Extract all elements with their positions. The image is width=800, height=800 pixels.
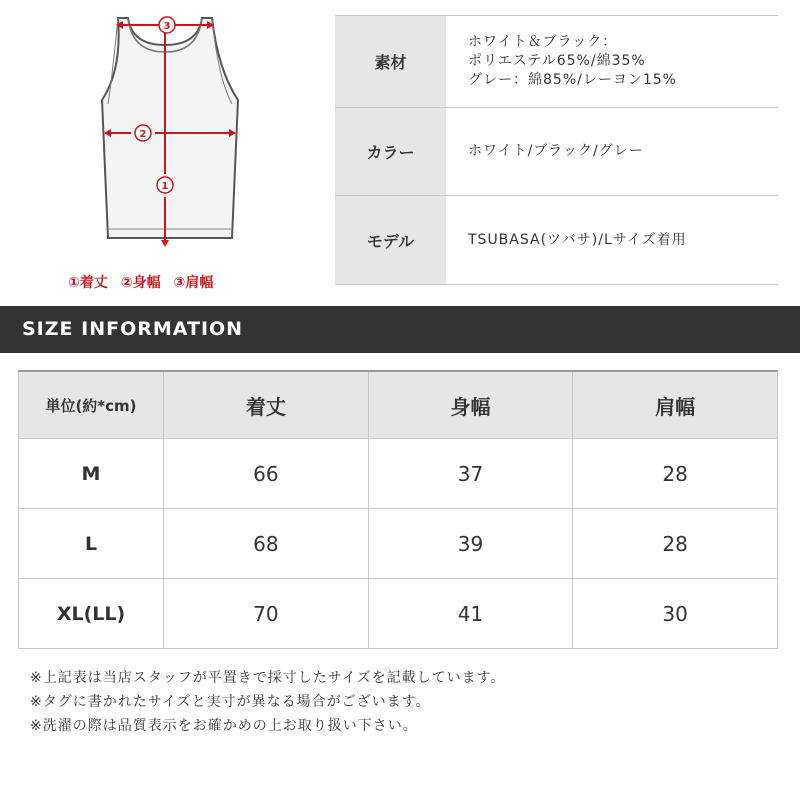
size-label: XL(LL): [19, 579, 164, 649]
spec-line: ポリエステル65%/綿35%: [468, 53, 646, 69]
marker-3: 3: [163, 21, 171, 32]
legend-length: ①着丈: [68, 275, 108, 291]
marker-2: 2: [139, 129, 147, 140]
diagram-legend: [68, 272, 221, 292]
note-line: ※タグに書かれたサイズと実寸が異なる場合がございます。: [30, 694, 431, 710]
cell-length: 68: [164, 509, 369, 579]
spec-label: モデル: [335, 196, 446, 285]
header-body-width: 身幅: [368, 371, 573, 439]
spec-table: [335, 15, 778, 285]
cell-shoulder-width: 28: [573, 509, 778, 579]
size-table: [18, 370, 778, 649]
spec-row-material: [335, 16, 778, 108]
notes: [30, 666, 506, 738]
note-line: ※洗濯の際は品質表示をお確かめの上お取り扱い下さい。: [30, 718, 418, 734]
note-line: ※上記表は当店スタッフが平置きで採寸したサイズを記載しています。: [30, 670, 506, 686]
table-row: [19, 579, 778, 649]
spec-row-color: [335, 108, 778, 196]
header-length: 着丈: [164, 371, 369, 439]
header-unit: 単位(約*cm): [19, 371, 164, 439]
spec-line: ホワイト＆ブラック：: [468, 34, 618, 50]
tank-top-illustration: [60, 0, 290, 270]
cell-length: 70: [164, 579, 369, 649]
section-title: SIZE INFORMATION: [22, 318, 244, 340]
spec-value: [446, 196, 778, 285]
table-row: [19, 509, 778, 579]
spec-label: 素材: [335, 16, 446, 108]
header-shoulder-width: 肩幅: [573, 371, 778, 439]
garment-diagram: [60, 0, 290, 300]
size-label: L: [19, 509, 164, 579]
spec-row-model: [335, 196, 778, 285]
cell-body-width: 37: [368, 439, 573, 509]
spec-line: グレー：綿85%/レーヨン15%: [468, 72, 677, 88]
spec-line: TSUBASA(ツバサ)/Lサイズ着用: [468, 231, 687, 248]
size-label: M: [19, 439, 164, 509]
table-row: [19, 439, 778, 509]
garment-outline: [102, 18, 238, 238]
legend-body-width: ②身幅: [120, 275, 161, 291]
cell-body-width: 41: [368, 579, 573, 649]
size-table-header: [19, 371, 778, 439]
spec-line: ホワイト/ブラック/グレー: [468, 143, 644, 159]
spec-label: カラー: [335, 108, 446, 196]
cell-shoulder-width: 28: [573, 439, 778, 509]
legend-shoulder-width: ③肩幅: [173, 275, 214, 291]
marker-1: 1: [161, 181, 169, 192]
cell-length: 66: [164, 439, 369, 509]
section-header-bar: [0, 306, 800, 353]
cell-shoulder-width: 30: [573, 579, 778, 649]
spec-value: [446, 16, 778, 108]
spec-value: [446, 108, 778, 196]
cell-body-width: 39: [368, 509, 573, 579]
